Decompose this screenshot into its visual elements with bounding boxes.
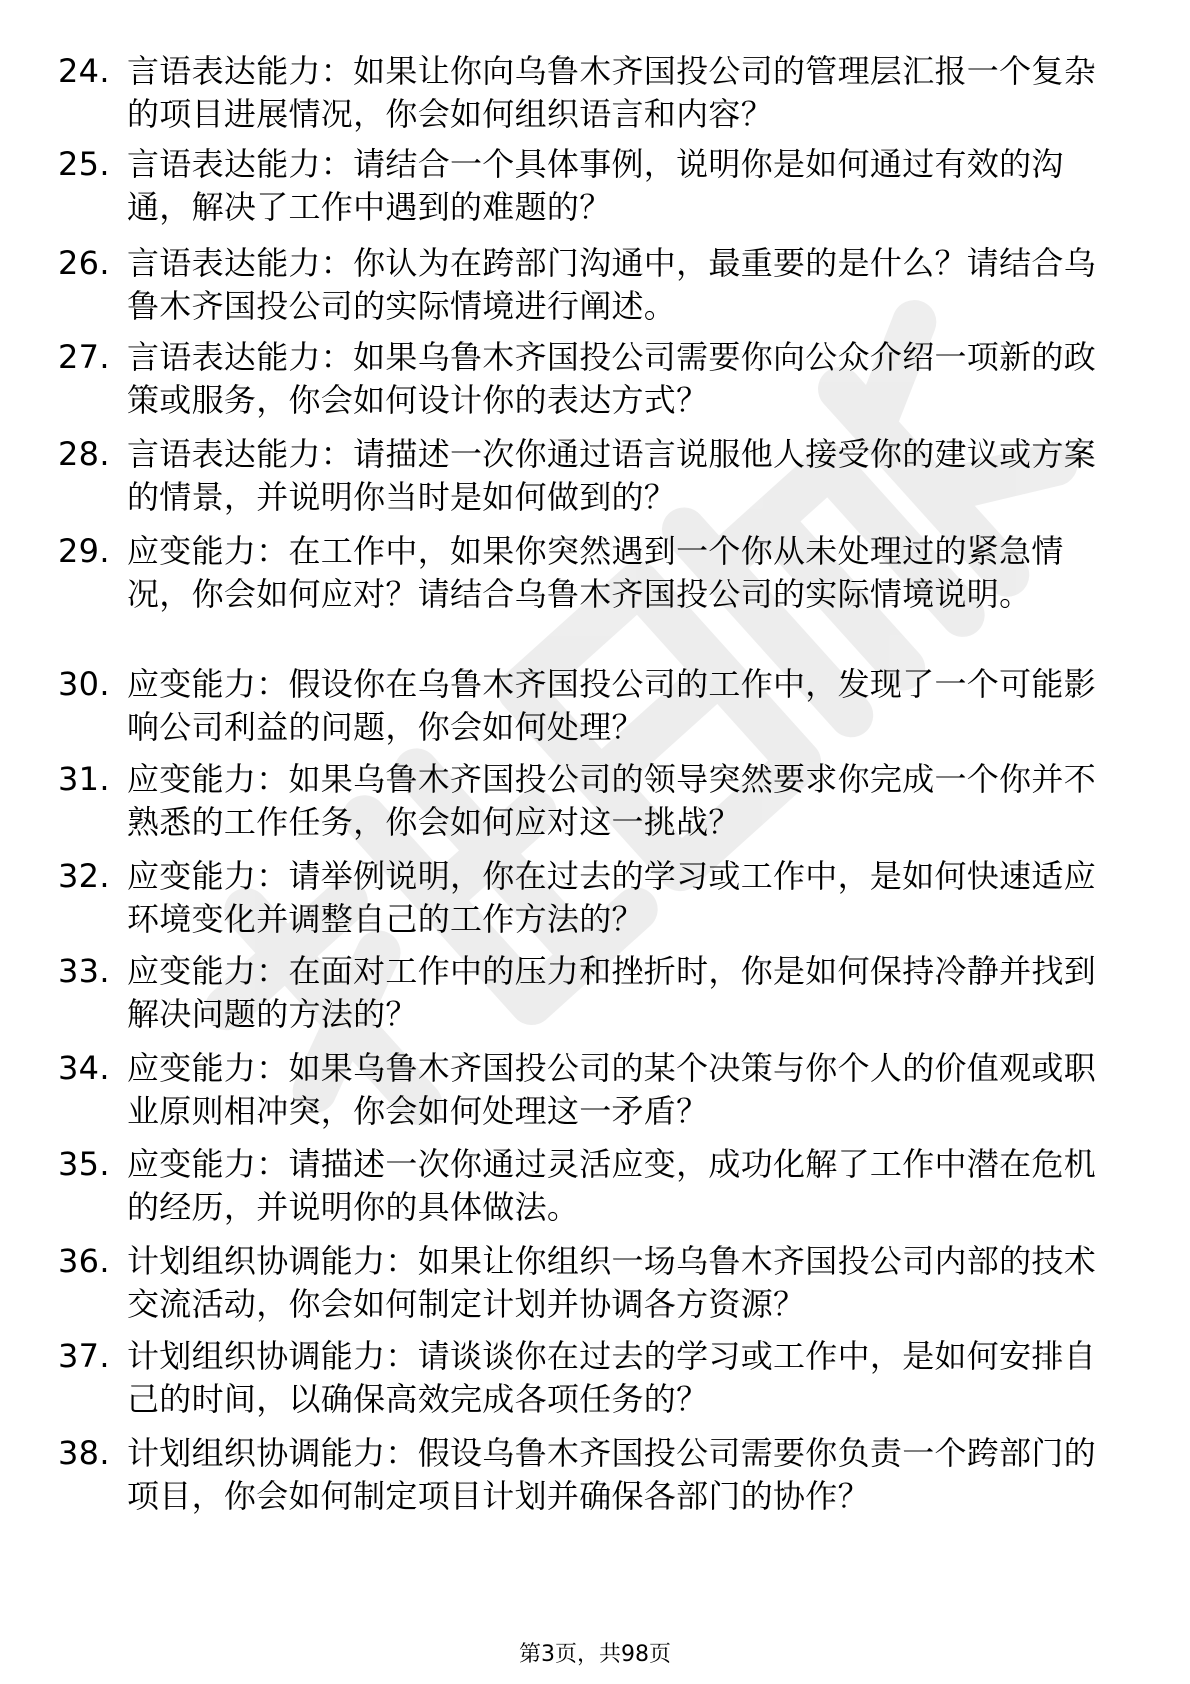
- question-number: 33.: [58, 952, 110, 990]
- question-item-30: [58, 663, 1138, 749]
- question-text: 言语表达能力：如果让你向乌鲁木齐国投公司的管理层汇报一个复杂的项目进展情况，你会如何组织语言和内容？: [127, 52, 1097, 133]
- question-text: 应变能力：在面对工作中的压力和挫折时，你是如何保持冷静并找到解决问题的方法的？: [127, 952, 1097, 1033]
- question-number: 36.: [58, 1242, 110, 1280]
- question-item-34: [58, 1047, 1138, 1133]
- question-number: 28.: [58, 435, 110, 473]
- question-item-29: [58, 530, 1138, 616]
- question-item-33: [58, 950, 1138, 1036]
- question-text: 言语表达能力：请描述一次你通过语言说服他人接受你的建议或方案的情景，并说明你当时是如何做到的？: [127, 435, 1097, 516]
- question-number: 26.: [58, 244, 110, 282]
- question-text: 计划组织协调能力：如果让你组织一场乌鲁木齐国投公司内部的技术交流活动，你会如何制定计划并协调各方资源？: [127, 1242, 1097, 1323]
- question-number: 32.: [58, 857, 110, 895]
- question-text: 应变能力：在工作中，如果你突然遇到一个你从未处理过的紧急情况，你会如何应对？请结合乌鲁木齐国投公司的实际情境说明。: [127, 532, 1064, 613]
- question-number: 37.: [58, 1337, 110, 1375]
- question-text: 言语表达能力：你认为在跨部门沟通中，最重要的是什么？请结合乌鲁木齐国投公司的实际情境进行阐述。: [127, 244, 1097, 325]
- question-item-24: [58, 50, 1138, 136]
- question-text: 应变能力：请举例说明，你在过去的学习或工作中，是如何快速适应环境变化并调整自己的工作方法的？: [127, 857, 1097, 938]
- question-item-26: [58, 242, 1138, 328]
- question-number: 25.: [58, 145, 110, 183]
- question-number: 34.: [58, 1049, 110, 1087]
- question-number: 29.: [58, 532, 110, 570]
- question-number: 27.: [58, 338, 110, 376]
- page-footer: [0, 1640, 1190, 1670]
- question-text: 应变能力：如果乌鲁木齐国投公司的领导突然要求你完成一个你并不熟悉的工作任务，你会如何应对这一挑战？: [127, 760, 1097, 841]
- question-text: 应变能力：假设你在乌鲁木齐国投公司的工作中，发现了一个可能影响公司利益的问题，你会如何处理？: [127, 665, 1097, 746]
- question-number: 35.: [58, 1145, 110, 1183]
- question-text: 言语表达能力：请结合一个具体事例，说明你是如何通过有效的沟通，解决了工作中遇到的难题的？: [127, 145, 1064, 226]
- question-text: 计划组织协调能力：请谈谈你在过去的学习或工作中，是如何安排自己的时间，以确保高效完成各项任务的？: [127, 1337, 1097, 1418]
- question-item-28: [58, 433, 1138, 519]
- question-number: 24.: [58, 52, 110, 90]
- question-item-32: [58, 855, 1138, 941]
- question-item-27: [58, 336, 1138, 422]
- question-item-36: [58, 1240, 1138, 1326]
- question-number: 38.: [58, 1434, 110, 1472]
- page-number-label: 第3页，共98页: [519, 1642, 671, 1667]
- question-text: 应变能力：如果乌鲁木齐国投公司的某个决策与你个人的价值观或职业原则相冲突，你会如何处理这一矛盾？: [127, 1049, 1097, 1130]
- question-item-35: [58, 1143, 1138, 1229]
- question-number: 30.: [58, 665, 110, 703]
- question-number: 31.: [58, 760, 110, 798]
- question-item-31: [58, 758, 1138, 844]
- question-item-37: [58, 1335, 1138, 1421]
- question-text: 言语表达能力：如果乌鲁木齐国投公司需要你向公众介绍一项新的政策或服务，你会如何设计你的表达方式？: [127, 338, 1097, 419]
- question-item-38: [58, 1432, 1138, 1518]
- question-text: 计划组织协调能力：假设乌鲁木齐国投公司需要你负责一个跨部门的项目，你会如何制定项目计划并确保各部门的协作？: [127, 1434, 1097, 1515]
- question-text: 应变能力：请描述一次你通过灵活应变，成功化解了工作中潜在危机的经历，并说明你的具体做法。: [127, 1145, 1097, 1226]
- question-item-25: [58, 143, 1138, 229]
